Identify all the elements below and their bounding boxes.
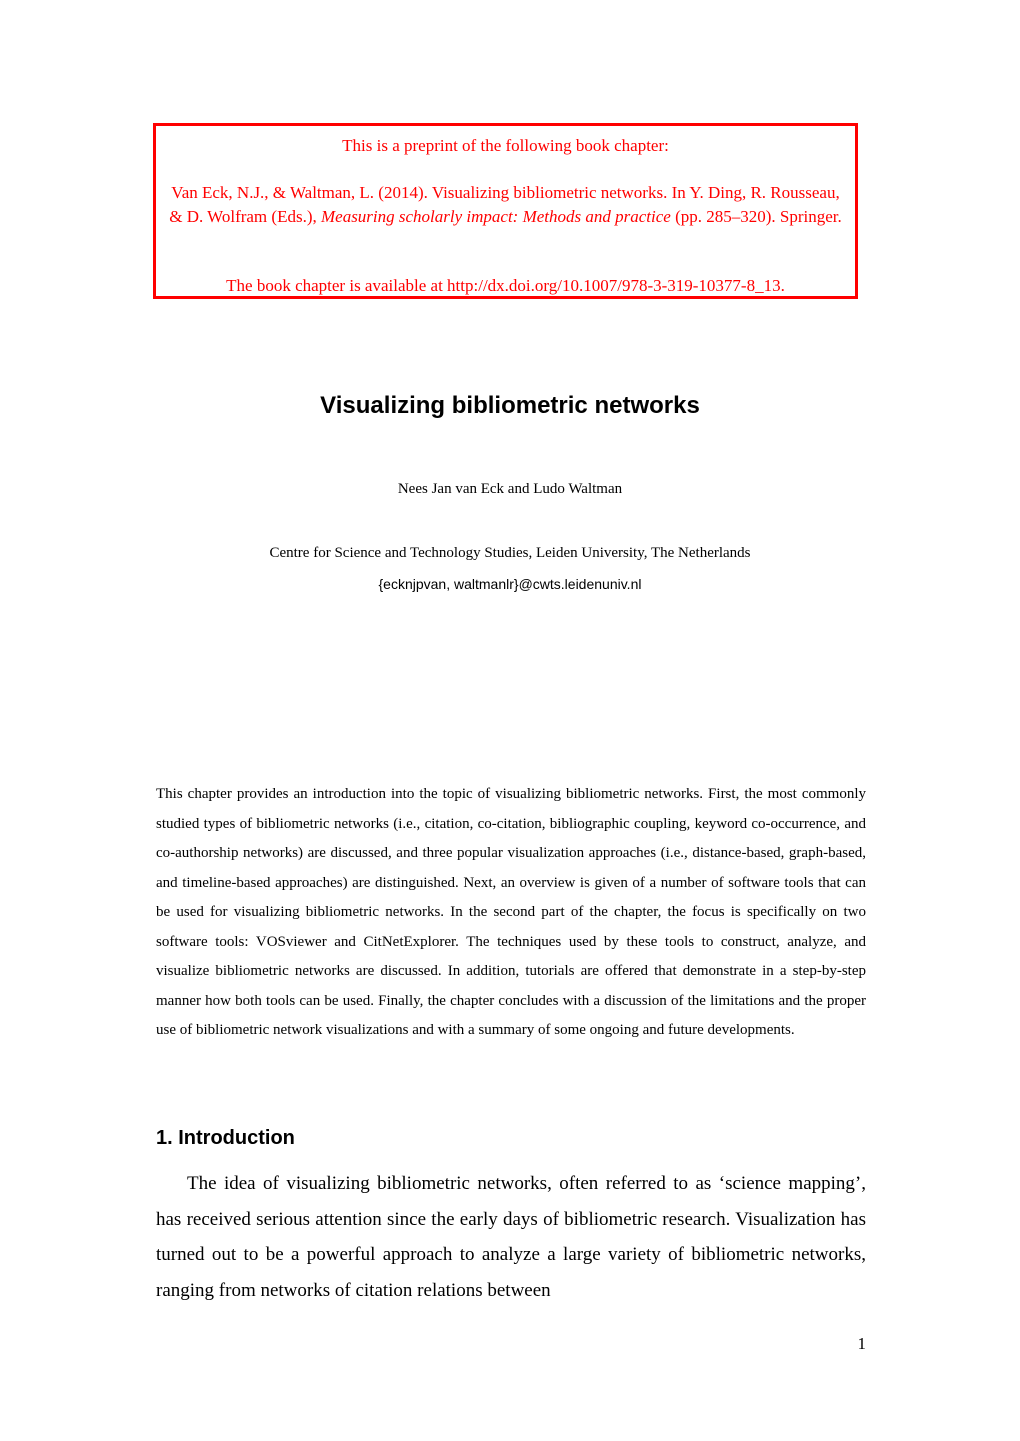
preprint-availability-link[interactable]: The book chapter is available at http://dx.doi.org/10.1007/978-3-319-10377-8_13. xyxy=(226,276,785,295)
author-list: Nees Jan van Eck and Ludo Waltman xyxy=(397,481,623,497)
affiliation: Centre for Science and Technology Studies, Leiden University, The Netherlands xyxy=(269,545,751,561)
abstract-paragraph: This chapter provides an introduction into the topic of visualizing bibliometric networks. First, the most commonly studied types of bibliometric networks (i.e., citation, co-citation, bibliographic coupling, keyword co-occurrence, and co-authorship networks) are discussed, and three popular visualization approaches (i.e., distance-based, graph-based, and timeline-based approaches) are distinguished. Next, an overview is given of a number of software tools that can be used for visualizing bibliometric networks. In the second part of the chapter, the focus is specifically on two software tools: VOSviewer and CitNetExplorer. The techniques used by these tools to construct, analyze, and visualize bibliometric networks are discussed. In addition, tutorials are offered that demonstrate in a step-by-step manner how both tools can be used. Finally, the chapter concludes with a discussion of the limitations and the proper use of bibliometric network visualizations and with a summary of some ongoing and future developments. xyxy=(156,786,866,1038)
section-heading-introduction: 1. Introduction xyxy=(156,1127,295,1149)
page-number: 1 xyxy=(857,1334,866,1353)
citation-text-end: (pp. 285–320). Springer. xyxy=(670,207,842,226)
citation-book-title: Measuring scholarly impact: Methods and practice xyxy=(320,207,671,226)
author-email[interactable]: {ecknjpvan, waltmanlr}@cwts.leidenuniv.nl xyxy=(378,576,642,592)
introduction-paragraph: The idea of visualizing bibliometric networks, often referred to as ‘science mapping’, has received serious attention since the early days of bibliometric research. Visualization has turned out to be a powerful approach to analyze a large variety of bibliometric networks, ranging from networks of citation relations between xyxy=(156,1173,866,1301)
paper-title: Visualizing bibliometric networks xyxy=(320,392,700,419)
preprint-notice-line: This is a preprint of the following book chapter: xyxy=(342,136,669,155)
citation-text-start: Van Eck, N.J., & Waltman, L. (2014). Visualizing bibliometric networks. In Y. Ding, R. Rousseau, & D. Wolfram (Eds.), xyxy=(169,183,840,226)
preprint-citation xyxy=(168,181,843,229)
preprint-notice-box xyxy=(153,123,858,299)
